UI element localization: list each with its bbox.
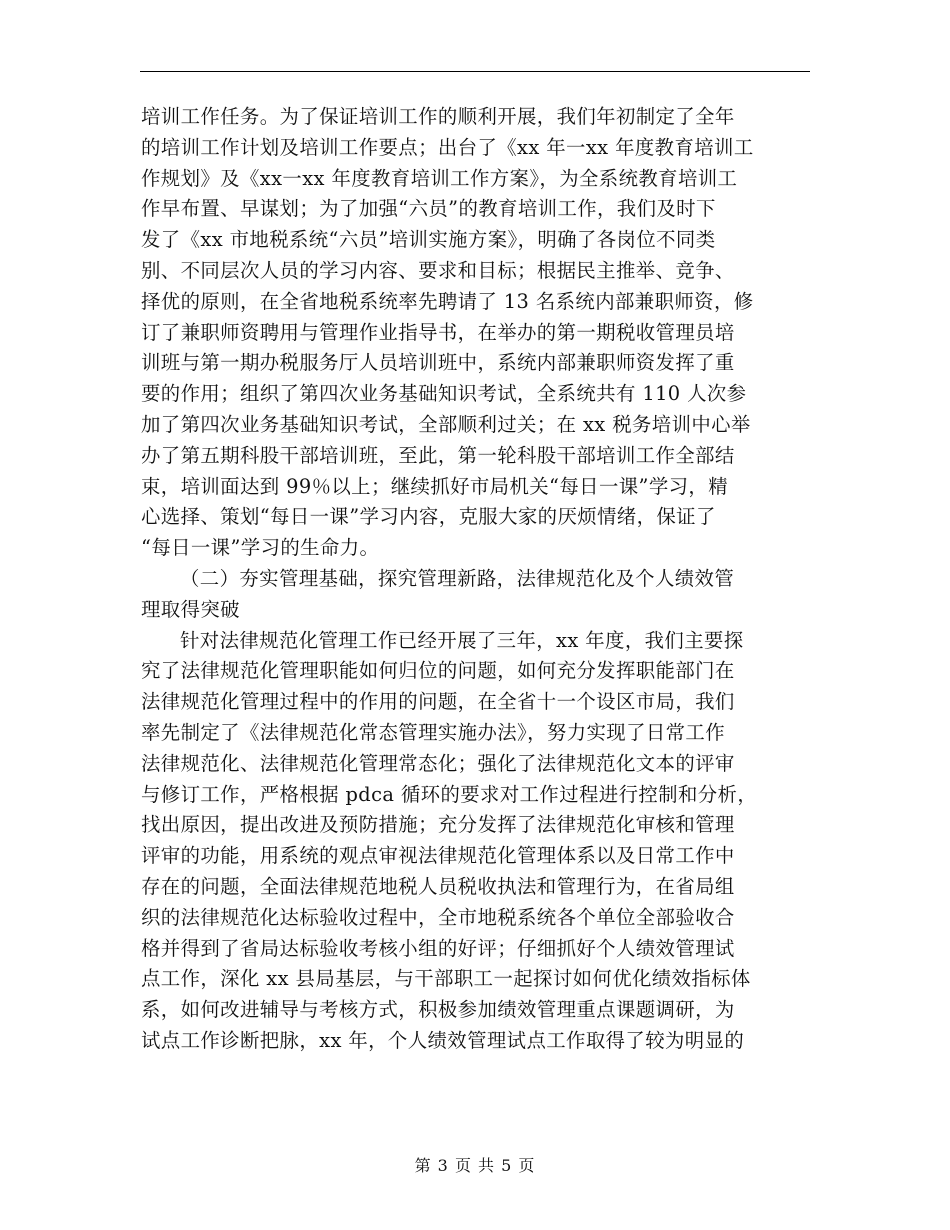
text-line: 要的作用；组织了第四次业务基础知识考试，全系统共有 110 人次参 <box>141 382 747 406</box>
text-line: 理取得突破 <box>141 597 240 621</box>
document-body <box>141 102 811 1057</box>
text-line: 法律规范化管理过程中的作用的问题，在全省十一个设区市局，我们 <box>141 690 735 714</box>
header-rule <box>140 71 810 72</box>
text-line: 作规划》及《xx一xx 年度教育培训工作方案》，为全系统教育培训工 <box>141 166 738 190</box>
text-line: 订了兼职师资聘用与管理作业指导书，在举办的第一期税收管理员培 <box>141 320 735 344</box>
text-line: 点工作，深化 xx 县局基层，与干部职工一起探讨如何优化绩效指标体 <box>141 967 751 991</box>
text-line: 的培训工作计划及培训工作要点；出台了《xx 年一xx 年度教育培训工 <box>141 135 754 159</box>
text-line: 格并得到了省局达标验收考核小组的好评；仔细抓好个人绩效管理试 <box>141 936 735 960</box>
text-line: 心选择、策划“每日一课”学习内容，克服大家的厌烦情绪，保证了 <box>141 505 716 529</box>
text-line: 作早布置、早谋划；为了加强“六员”的教育培训工作，我们及时下 <box>141 197 716 221</box>
text-line: 办了第五期科股干部培训班，至此，第一轮科股干部培训工作全部结 <box>141 443 735 467</box>
text-line: （二）夯实管理基础，探究管理新路，法律规范化及个人绩效管 <box>180 566 735 590</box>
text-line: 针对法律规范化管理工作已经开展了三年，xx 年度，我们主要探 <box>180 628 744 652</box>
text-line: 率先制定了《法律规范化常态管理实施办法》，努力实现了日常工作 <box>141 720 726 744</box>
text-line: 择优的原则，在全省地税系统率先聘请了 13 名系统内部兼职师资，修 <box>141 289 754 313</box>
text-line: 束，培训面达到 99％以上；继续抓好市局机关“每日一课”学习，精 <box>141 474 729 498</box>
text-line: 存在的问题，全面法律规范地税人员税收执法和管理行为，在省局组 <box>141 874 735 898</box>
page-footer: 第 3 页 共 5 页 <box>414 1156 536 1175</box>
text-line: 试点工作诊断把脉，xx 年，个人绩效管理试点工作取得了较为明显的 <box>141 1028 745 1052</box>
text-line: 与修订工作，严格根据 pdca 循环的要求对工作过程进行控制和分析， <box>141 782 758 806</box>
text-line: 找出原因，提出改进及预防措施；充分发挥了法律规范化审核和管理 <box>141 813 735 837</box>
text-line: 评审的功能，用系统的观点审视法律规范化管理体系以及日常工作中 <box>141 844 735 868</box>
text-line: 究了法律规范化管理职能如何归位的问题，如何充分发挥职能部门在 <box>141 659 735 683</box>
text-line: 加了第四次业务基础知识考试，全部顺利过关；在 xx 税务培训中心举 <box>141 412 751 436</box>
text-line: 织的法律规范化达标验收过程中，全市地税系统各个单位全部验收合 <box>141 905 735 929</box>
text-line: 系，如何改进辅导与考核方式，积极参加绩效管理重点课题调研，为 <box>141 998 735 1022</box>
text-line: 别、不同层次人员的学习内容、要求和目标；根据民主推举、竞争、 <box>141 258 735 282</box>
text-line: 发了《xx 市地税系统“六员”培训实施方案》，明确了各岗位不同类 <box>141 228 716 252</box>
text-line: 法律规范化、法律规范化管理常态化；强化了法律规范化文本的评审 <box>141 751 735 775</box>
text-line: 培训工作任务。为了保证培训工作的顺利开展，我们年初制定了全年 <box>141 105 735 128</box>
text-line: “每日一课”学习的生命力。 <box>141 536 380 560</box>
text-line: 训班与第一期办税服务厅人员培训班中，系统内部兼职师资发挥了重 <box>141 351 735 375</box>
